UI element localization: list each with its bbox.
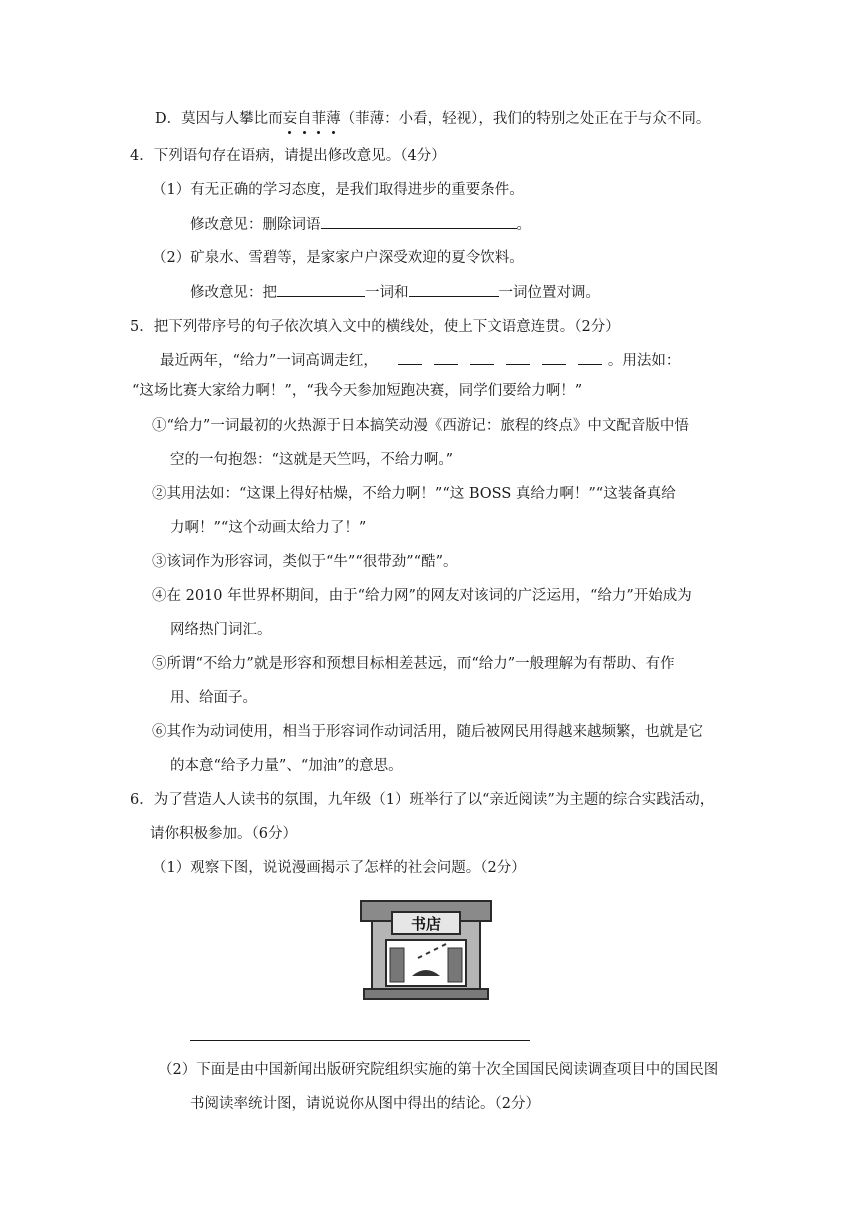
q6-stem-line-1: 6．为了营造人人读书的氛围，九年级（1）班举行了以“亲近阅读”为主题的综合实践活动， — [130, 792, 715, 808]
fill-blank-2[interactable] — [434, 350, 458, 365]
q5-item-1-line-1: ①“给力”一词最初的火热源于日本搞笑动漫《西游记：旅程的终点》中文配音版中悟 — [152, 418, 689, 434]
q5-stem: 5．把下列带序号的句子依次填入文中的横线处，使上下文语意连贯。（2分） — [130, 319, 620, 335]
q4-fix-1 — [190, 214, 531, 235]
q3-d-prefix: D．莫因与人攀比而 — [155, 111, 283, 127]
emphasis-char-1: 妄 — [282, 111, 298, 127]
q5-item-6-line-1: ⑥其作为动词使用，相当于形容词作动词活用，随后被网民用得越来越频繁，也就是它 — [152, 724, 703, 740]
answer-line-cartoon[interactable] — [190, 1040, 530, 1041]
cartoon-shelf-left — [390, 948, 404, 982]
fill-blank-4[interactable] — [506, 350, 530, 365]
q5-passage-line-1 — [160, 350, 680, 371]
q6-part-1: （1）观察下图，说说漫画揭示了怎样的社会问题。（2分） — [152, 860, 526, 876]
q5-item-2-line-1: ②其用法如：“这课上得好枯燥，不给力啊！”“这 BOSS 真给力啊！”“这装备真给 — [152, 486, 676, 502]
q4-fix-1-suffix: 。 — [516, 217, 531, 233]
q5-item-5-line-2: 用、给面子。 — [170, 690, 257, 706]
q4-sentence-2: （2）矿泉水、雪碧等，是家家户户深受欢迎的夏令饮料。 — [152, 250, 524, 266]
cartoon-shelf-right — [448, 948, 462, 982]
emphasis-char-2: 自 — [297, 111, 312, 127]
q5-item-4-line-1: ④在 2010 年世界杯期间，由于“给力网”的网友对该词的广泛运用，“给力”开始成为 — [152, 588, 692, 604]
q5-passage-line-2: “这场比赛大家给力啊！”，“我今天参加短跑决赛，同学们要给力啊！” — [132, 383, 583, 399]
q5-item-5-line-1: ⑤所谓“不给力”就是形容和预想目标相差甚远，而“给力”一般理解为有帮助、有作 — [152, 656, 675, 672]
q4-fix-2 — [190, 282, 600, 303]
fill-blank-3[interactable] — [470, 350, 494, 365]
fill-blank-1[interactable] — [398, 350, 422, 365]
q6-part-2-line-2: 书阅读率统计图，请说说你从图中得出的结论。（2分） — [190, 1096, 540, 1112]
cartoon-base — [364, 989, 488, 999]
q3-option-d — [155, 109, 710, 129]
q4-fix-2-suffix: 一词位置对调。 — [498, 285, 600, 301]
emphasis-char-4: 薄 — [326, 111, 341, 127]
answer-blank-3[interactable] — [409, 282, 499, 297]
bookstore-cartoon — [358, 898, 494, 1004]
q5-item-2-line-2: 力啊！”“这个动画太给力了！” — [170, 520, 367, 536]
q5-item-1-line-2: 空的一句抱怨：“这就是天竺吗，不给力啊。” — [170, 452, 454, 468]
emphasis-char-3: 菲 — [311, 111, 327, 127]
q4-fix-2-prefix: 修改意见：把 — [190, 285, 277, 301]
q5-item-6-line-2: 的本意“给予力量”、“加油”的意思。 — [170, 758, 403, 774]
answer-blank-1[interactable] — [321, 214, 517, 229]
answer-blank-2[interactable] — [277, 282, 365, 297]
cartoon-sign-text: 书店 — [410, 915, 442, 933]
q4-fix-1-prefix: 修改意见：删除词语 — [190, 217, 321, 233]
fill-blank-5[interactable] — [542, 350, 566, 365]
q4-fix-2-mid: 一词和 — [365, 285, 409, 301]
q4-sentence-1: （1）有无正确的学习态度，是我们取得进步的重要条件。 — [152, 182, 524, 198]
q6-part-2-line-1: （2）下面是由中国新闻出版研究院组织实施的第十次全国国民阅读调查项目中的国民图 — [158, 1062, 719, 1078]
q5-passage-start: 最近两年，“给力”一词高调走红， — [160, 353, 378, 369]
q4-stem: 4．下列语句存在语病，请提出修改意见。（4分） — [130, 148, 446, 164]
q5-item-3: ③该词作为形容词，类似于“牛”“很带劲”“酷”。 — [152, 554, 458, 570]
q5-item-4-line-2: 网络热门词汇。 — [170, 622, 272, 638]
q6-stem-line-2: 请你积极参加。（6分） — [150, 826, 297, 842]
fill-blank-6[interactable] — [578, 350, 602, 365]
q3-d-suffix: （菲薄：小看，轻视），我们的特别之处正在于与众不同。 — [340, 111, 711, 127]
q5-passage-after: 。用法如： — [607, 353, 681, 369]
